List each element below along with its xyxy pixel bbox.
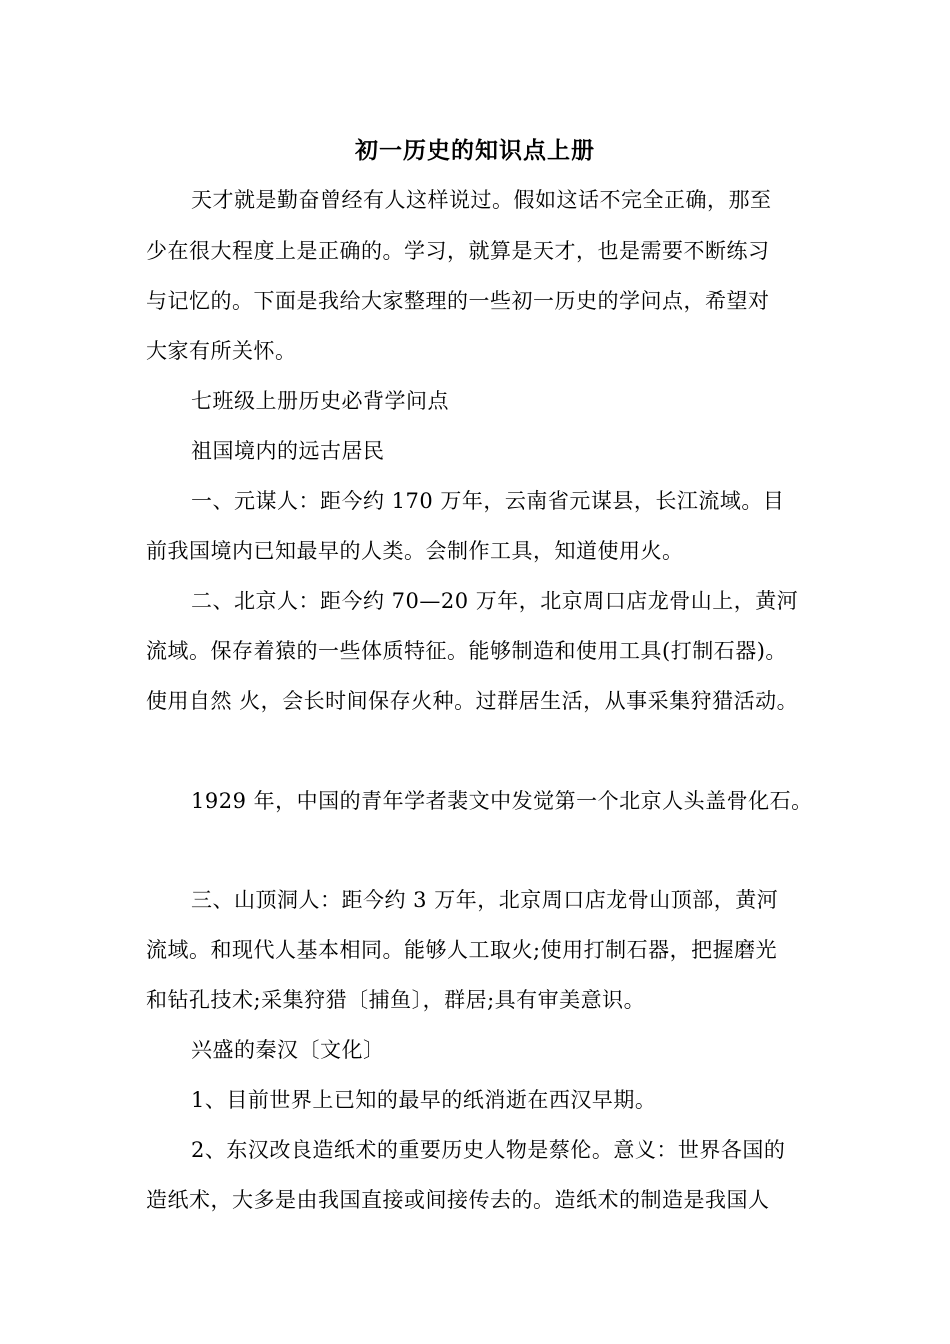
paragraph-line: 造纸术，大多是由我国直接或间接传去的。造纸术的制造是我国人 [146, 1188, 770, 1212]
section-heading: 祖国境内的远古居民 [191, 439, 385, 463]
paragraph-line: 1929 年，中国的青年学者裴文中发觉第一个北京人头盖骨化石。 [191, 789, 813, 813]
paragraph-line: 使用自然 火，会长时间保存火种。过群居生活，从事采集狩猎活动。 [146, 689, 799, 713]
section-heading: 七班级上册历史必背学问点 [191, 389, 449, 413]
paragraph-line: 大家有所关怀。 [146, 339, 297, 363]
paragraph-line: 三、山顶洞人：距今约 3 万年，北京周口店龙骨山顶部，黄河 [191, 888, 779, 912]
paragraph-line: 与记忆的。下面是我给大家整理的一些初一历史的学问点，希望对 [146, 289, 770, 313]
paragraph-line: 一、元谋人：距今约 170 万年，云南省元谋县，长江流域。目 [191, 489, 785, 513]
paragraph-line: 天才就是勤奋曾经有人这样说过。假如这话不完全正确，那至 [191, 188, 772, 212]
document-title: 初一历史的知识点上册 [355, 137, 595, 164]
paragraph-line: 二、北京人：距今约 70—20 万年，北京周口店龙骨山上，黄河 [191, 589, 799, 613]
paragraph-line: 流域。保存着猿的一些体质特征。能够制造和使用工具(打制石器)。 [146, 639, 787, 663]
paragraph-line: 2、东汉改良造纸术的重要历史人物是蔡伦。意义：世界各国的 [191, 1138, 786, 1162]
section-heading: 兴盛的秦汉〔文化〕 [191, 1038, 385, 1062]
paragraph-line: 前我国境内已知最早的人类。会制作工具，知道使用火。 [146, 539, 684, 563]
paragraph-line: 和钻孔技术;采集狩猎〔捕鱼〕，群居;具有审美意识。 [146, 988, 646, 1012]
paragraph-line: 少在很大程度上是正确的。学习，就算是天才，也是需要不断练习 [146, 239, 770, 263]
paragraph-line: 1、目前世界上已知的最早的纸消逝在西汉早期。 [191, 1088, 657, 1112]
paragraph-line: 流域。和现代人基本相同。能够人工取火;使用打制石器，把握磨光 [146, 938, 778, 962]
